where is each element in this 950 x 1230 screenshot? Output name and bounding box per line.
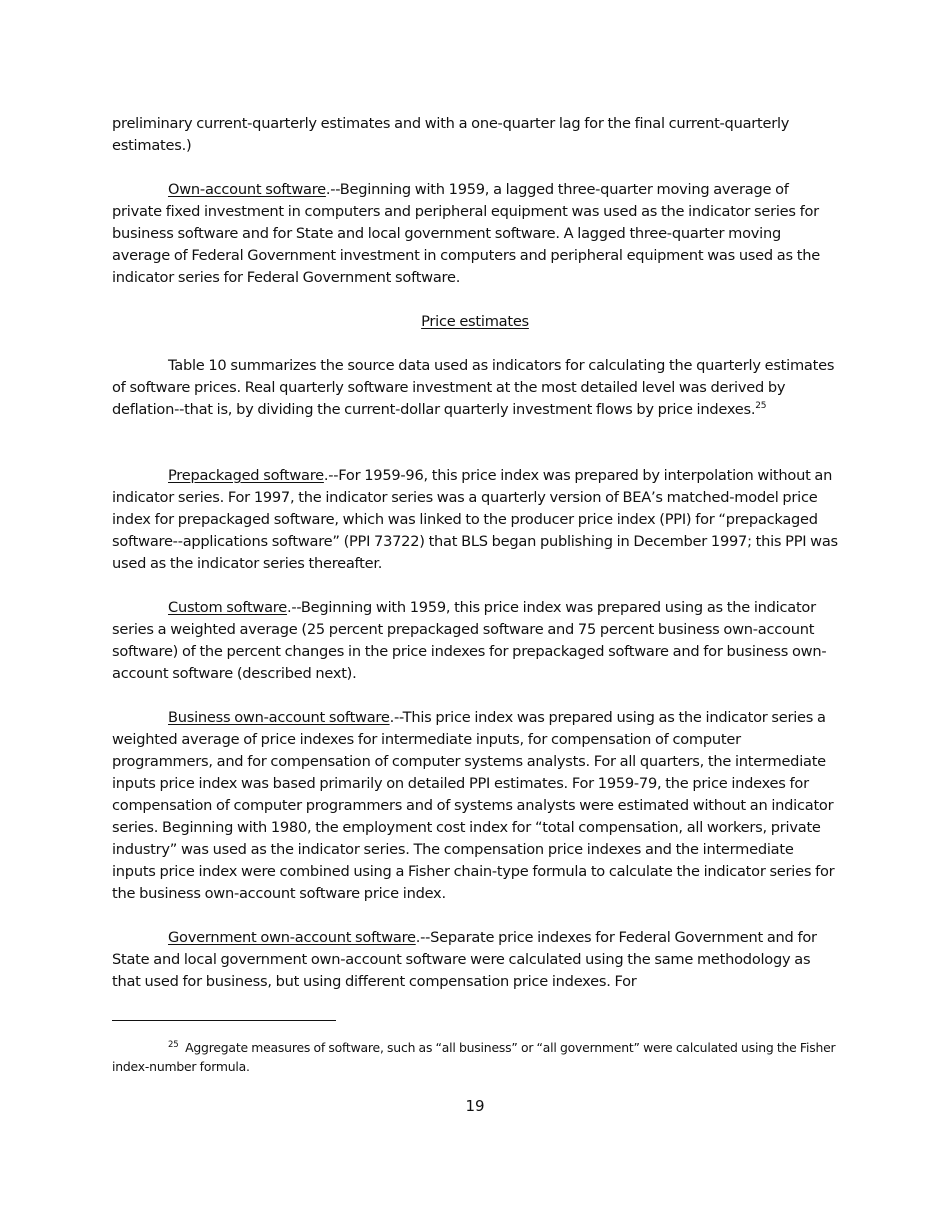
paragraph-continuation bbox=[112, 113, 838, 157]
paragraph-heading: Own-account software bbox=[168, 181, 326, 198]
paragraph-heading: Prepackaged software bbox=[168, 467, 324, 484]
paragraph-price-intro bbox=[112, 355, 838, 421]
footnote-text: Aggregate measures of software, such as “all business” or “all government” were calculated using the Fisher index-number formula. bbox=[112, 1040, 836, 1074]
paragraph-government-own-account bbox=[112, 927, 838, 993]
section-heading bbox=[112, 311, 838, 333]
paragraph-own-account-software bbox=[112, 179, 838, 289]
paragraph-heading: Government own-account software bbox=[168, 929, 416, 946]
paragraph-text: .--Beginning with 1959, this price index was prepared using as the indicator series a weighted average (25 percent prepackaged software and 75 percent business own-account software) of the percent changes in the price indexes for prepackaged software and for business own-account software (described next). bbox=[112, 599, 827, 682]
paragraph-business-own-account bbox=[112, 707, 838, 905]
paragraph-text: preliminary current-quarterly estimates and with a one-quarter lag for the final current-quarterly estimates.) bbox=[112, 115, 790, 154]
page-number: 19 bbox=[465, 1097, 485, 1115]
paragraph-text: .--Beginning with 1959, a lagged three-quarter moving average of private fixed investment in computers and peripheral equipment was used as the indicator series for business software and for State and local government software. A lagged three-quarter moving average of Federal Government investment in computers and peripheral equipment was used as the indicator series for Federal Government software. bbox=[112, 181, 820, 286]
paragraph-heading: Custom software bbox=[168, 599, 287, 616]
footnote-reference: 25 bbox=[755, 401, 767, 412]
section-heading-text: Price estimates bbox=[421, 313, 529, 330]
paragraph-heading: Business own-account software bbox=[168, 709, 390, 726]
paragraph-prepackaged-software bbox=[112, 465, 838, 575]
paragraph-text: .--This price index was prepared using as the indicator series a weighted average of price indexes for intermediate inputs, for compensation of computer programmers, and for compensation of computer systems analysts. For all quarters, the intermediate inputs price index was based primarily on detailed PPI estimates. For 1959-79, the price indexes for compensation of computer programmers and of systems analysts were estimated without an indicator series. Beginning with 1980, the employment cost index for “total compensation, all workers, private industry” was used as the indicator series. The compensation price indexes and the intermediate inputs price index were combined using a Fisher chain-type formula to calculate the indicator series for the business own-account software price index. bbox=[112, 709, 835, 902]
paragraph-text: .--For 1959-96, this price index was prepared by interpolation without an indicator series. For 1997, the indicator series was a quarterly version of BEA’s matched-model price index for prepackaged software, which was linked to the producer price index (PPI) for “prepackaged software--applications software” (PPI 73722) that BLS began publishing in December 1997; this PPI was used as the indicator series thereafter. bbox=[112, 467, 838, 572]
footnote-separator bbox=[112, 1020, 336, 1021]
paragraph-text: Table 10 summarizes the source data used as indicators for calculating the quarterly estimates of software prices. Real quarterly software investment at the most detailed level was derived by deflation--that is, by dividing the current-dollar quarterly investment flows by price indexes. bbox=[112, 357, 835, 418]
paragraph-custom-software bbox=[112, 597, 838, 685]
footnote-number: 25 bbox=[168, 1039, 179, 1050]
footnote bbox=[112, 1038, 838, 1076]
paragraph-text: .--Separate price indexes for Federal Government and for State and local government own-account software were calculated using the same methodology as that used for business, but using different compensation price indexes. For bbox=[112, 929, 817, 990]
